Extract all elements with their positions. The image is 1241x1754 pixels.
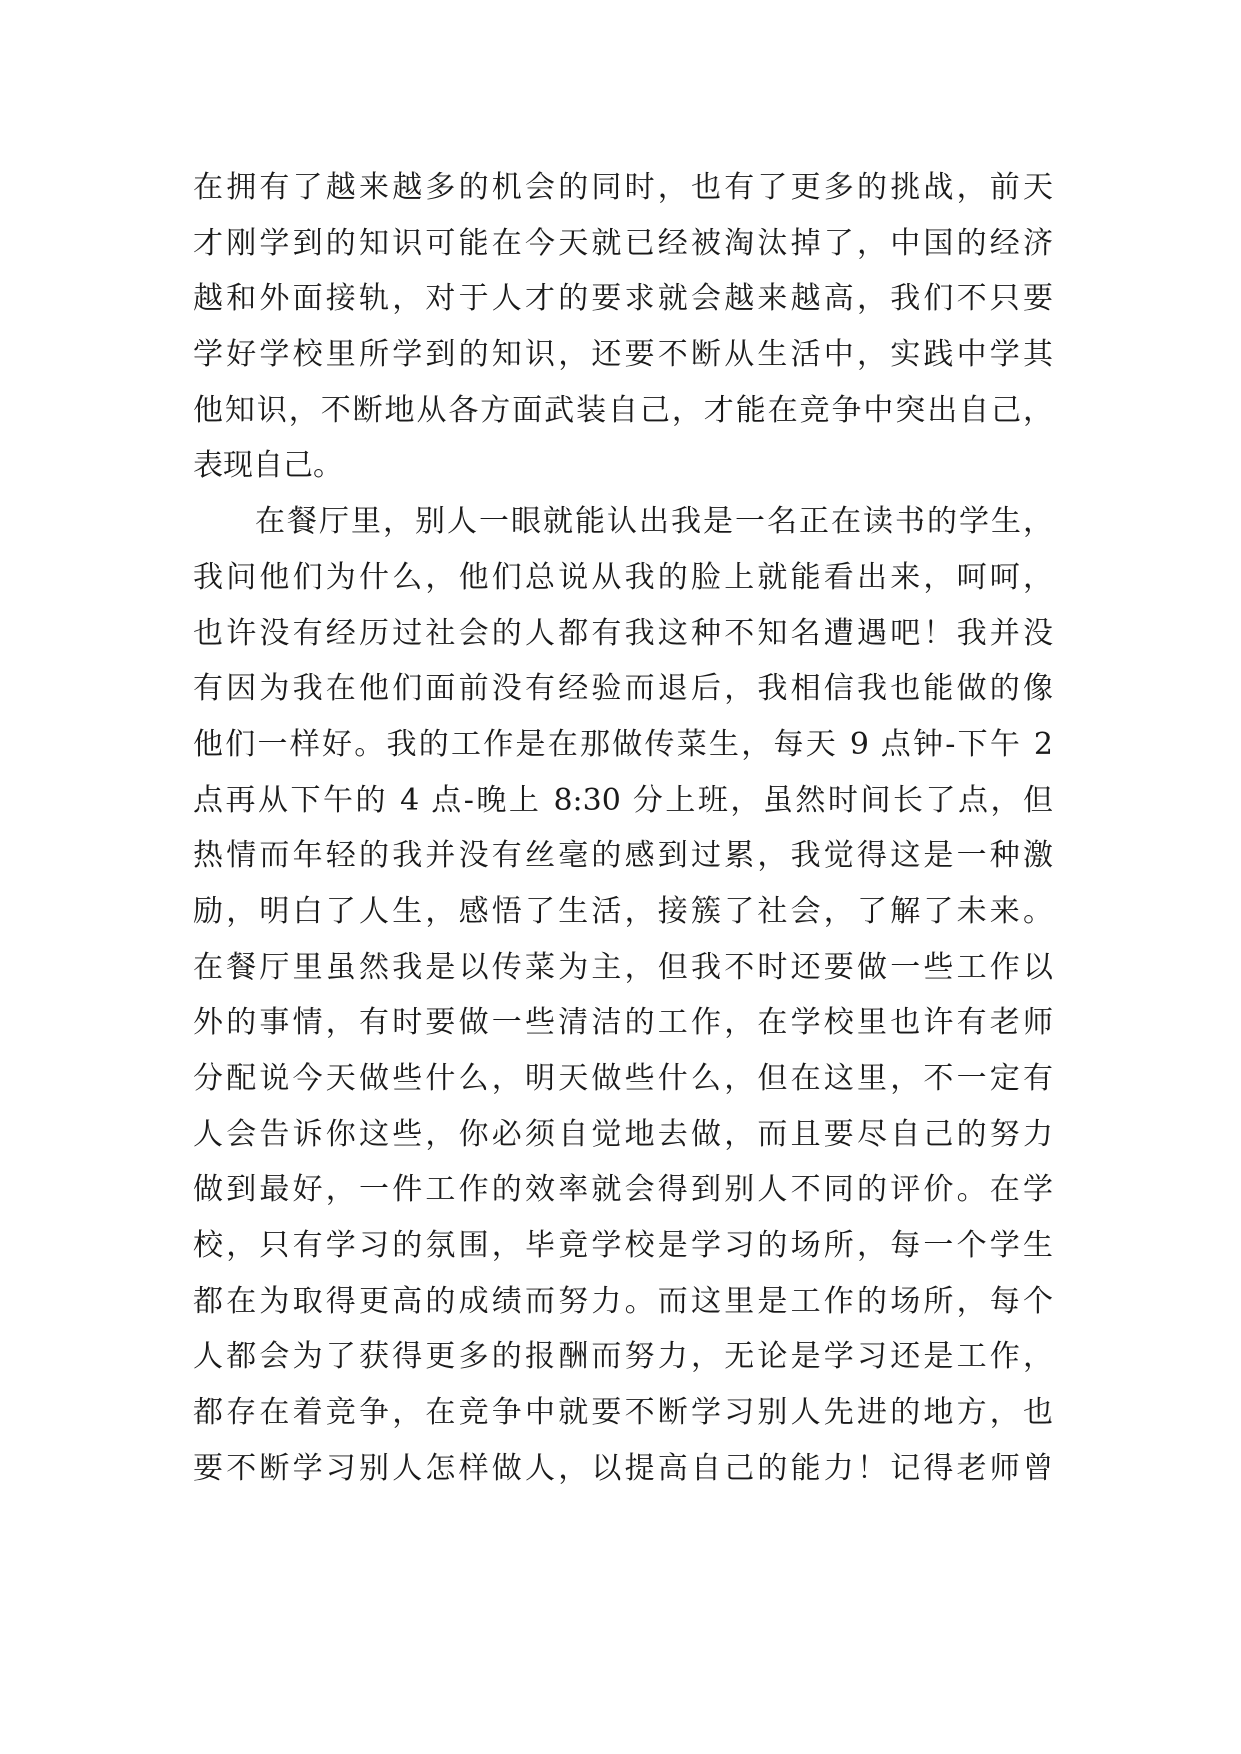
text-line: 越和外面接轨，对于人才的要求就会越来越高，我们不只要: [193, 281, 1053, 317]
text-line: 有因为我在他们面前没有经验而退后，我相信我也能做的像: [193, 671, 1053, 707]
text-line: 都在为取得更高的成绩而努力。而这里是工作的场所，每个: [193, 1283, 1053, 1319]
document-body: [193, 160, 1053, 1497]
text-line: 才刚学到的知识可能在今天就已经被淘汰掉了，中国的经济: [193, 225, 1053, 261]
text-line: 校，只有学习的氛围，毕竟学校是学习的场所，每一个学生: [193, 1228, 1053, 1264]
text-line: 在餐厅里，别人一眼就能认出我是一名正在读书的学生，: [255, 504, 1053, 540]
text-line: 要不断学习别人怎样做人，以提高自己的能力！记得老师曾: [193, 1450, 1053, 1486]
text-line: 我问他们为什么，他们总说从我的脸上就能看出来，呵呵，: [193, 559, 1053, 595]
paragraph: [193, 494, 1053, 1496]
text-line: 点再从下午的 4 点-晚上 8:30 分上班，虽然时间长了点，但: [193, 782, 1053, 818]
text-line: 人都会为了获得更多的报酬而努力，无论是学习还是工作，: [193, 1339, 1053, 1375]
text-line: 热情而年轻的我并没有丝毫的感到过累，我觉得这是一种激: [193, 838, 1053, 874]
text-line: 在拥有了越来越多的机会的同时，也有了更多的挑战，前天: [193, 170, 1053, 205]
paragraph: [193, 160, 1053, 494]
text-line: 外的事情，有时要做一些清洁的工作，在学校里也许有老师: [193, 1005, 1053, 1041]
text-line: 他们一样好。我的工作是在那做传菜生，每天 9 点钟-下午 2: [193, 726, 1053, 762]
text-line: 也许没有经历过社会的人都有我这种不知名遭遇吧！我并没: [193, 615, 1053, 651]
text-line: 学好学校里所学到的知识，还要不断从生活中，实践中学其: [193, 337, 1053, 373]
text-line: 人会告诉你这些，你必须自觉地去做，而且要尽自己的努力: [193, 1116, 1053, 1152]
text-line: 表现自己。: [193, 448, 343, 484]
text-line: 他知识，不断地从各方面武装自己，才能在竞争中突出自己，: [193, 392, 1053, 428]
text-line: 在餐厅里虽然我是以传菜为主，但我不时还要做一些工作以: [193, 949, 1053, 985]
text-line: 都存在着竞争，在竞争中就要不断学习别人先进的地方，也: [193, 1395, 1053, 1431]
text-line: 做到最好，一件工作的效率就会得到别人不同的评价。在学: [193, 1172, 1053, 1208]
text-line: 励，明白了人生，感悟了生活，接簇了社会，了解了未来。: [193, 893, 1053, 929]
text-line: 分配说今天做些什么，明天做些什么，但在这里，不一定有: [193, 1061, 1053, 1096]
